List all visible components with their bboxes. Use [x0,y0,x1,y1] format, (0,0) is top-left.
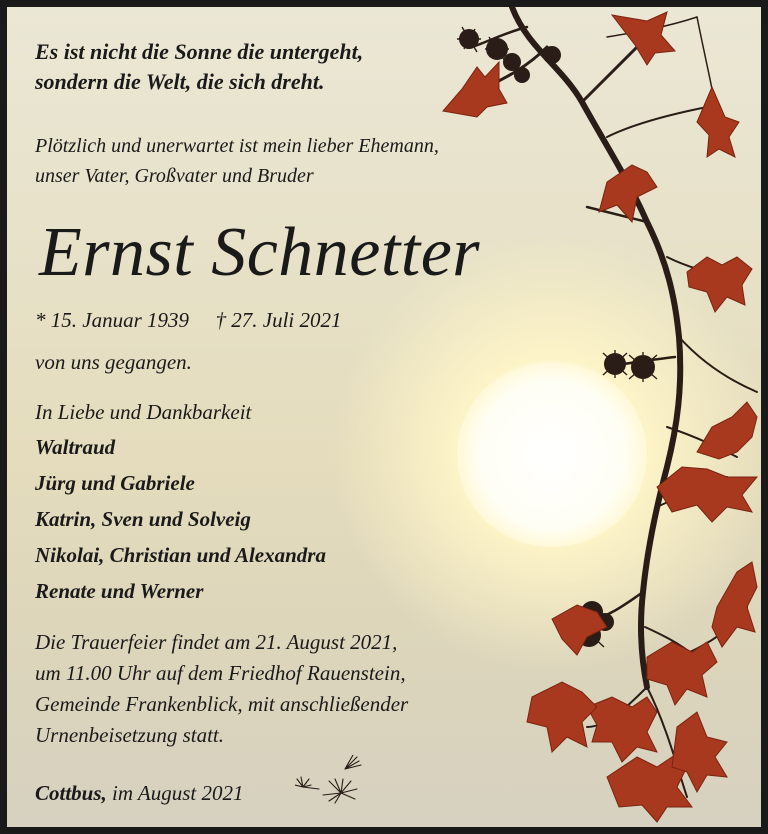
dandelion-seed-icon [295,755,367,805]
ceremony-line-2: um 11.00 Uhr auf dem Friedhof Rauenstein, [35,661,406,685]
closing-place: Cottbus, [35,781,107,805]
ceremony-line-4: Urnenbeisetzung statt. [35,723,224,747]
passed-text: von uns gegangen. [35,350,192,374]
intro-line-1: Plötzlich und unerwartet ist mein lieber Ehemann, [35,135,439,157]
deceased-name: Ernst Schnetter [39,214,481,291]
mourner-name: Katrin, Sven und Solveig [35,507,251,531]
death-date: † 27. Juli 2021 [215,308,342,332]
ceremony-line-3: Gemeinde Frankenblick, mit anschließender [35,692,409,716]
intro-line-2: unser Vater, Großvater und Bruder [35,165,314,187]
intro-block [35,131,439,191]
closing-date: im August 2021 [106,781,244,805]
motto-line-1: Es ist nicht die Sonne die untergeht, [35,39,364,64]
motto-line-2: sondern die Welt, die sich dreht. [35,69,325,94]
ceremony-block [35,627,408,751]
mourner-name: Jürg und Gabriele [35,471,195,495]
ceremony-line-1: Die Trauerfeier findet am 21. August 2021, [35,630,398,654]
life-dates [35,305,342,335]
closing-line [35,778,244,808]
mourner-name: Renate und Werner [35,579,204,603]
mourners-heading: In Liebe und Dankbarkeit [35,400,252,424]
motto-block [35,37,363,97]
mourner-name: Waltraud [35,435,116,459]
mourner-name: Nikolai, Christian und Alexandra [35,543,326,567]
mourners-block [35,396,326,609]
birth-date: * 15. Januar 1939 [35,308,189,332]
